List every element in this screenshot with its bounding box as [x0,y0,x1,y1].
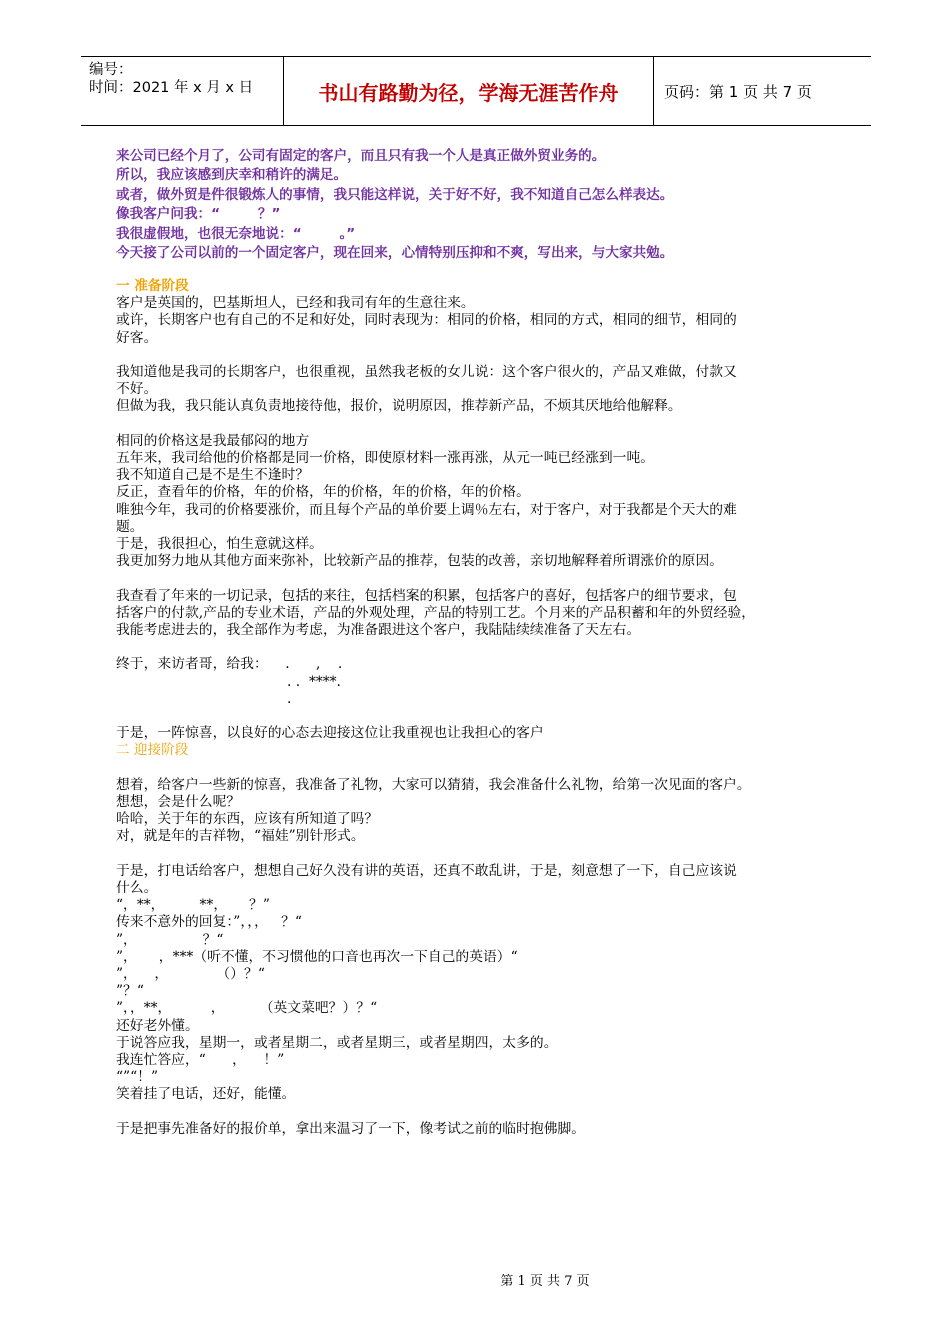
time-label: 时间：2021 年 x 月 x 日 [89,80,254,96]
paragraph-line: 想着，给客户一些新的惊喜，我准备了礼物，大家可以猜猜，我会准备什么礼物，给第一次见面的客户。 [116,776,751,793]
paragraph-line: . . ****. [116,673,341,690]
paragraph-line: 终于，来访者哥，给我： . , . [116,656,343,673]
paragraph-line: . [116,690,292,707]
paragraph-line: ”， ？“ [116,931,224,948]
paragraph-line: ”？“ [116,983,144,1000]
paragraph-line: 好客。 [116,329,158,346]
paragraph-line: 于说答应我，星期一，或者星期二，或者星期三，或者星期四，太多的。 [116,1034,558,1051]
paragraph-line: 相同的价格这是我最郁闷的地方 [116,432,310,449]
page-footer: 第 1 页 共 7 页 [500,1274,590,1289]
intro-line: 来公司已经个月了，公司有固定的客户，而且只有我一个人是真正做外贸业务的。 [116,148,606,164]
paragraph-line: “，**， **， ？” [116,897,270,914]
paragraph-line: 于是把事先准备好的报价单，拿出来温习了一下，像考试之前的临时抱佛脚。 [116,1120,586,1137]
paragraph-line: 反正，查看年的价格，年的价格，年的价格，年的价格，年的价格。 [116,484,530,501]
paragraph-line: ”， ，***（听不懂，不习惯他的口音也再次一下自己的英语）“ [116,948,518,965]
paragraph-line: 五年来，我司给他的价格都是同一价格，即使原材料一涨再涨，从元一吨已经涨到一吨。 [116,450,655,466]
section-title: 二 迎接阶段 [116,742,189,759]
paragraph-line: 于是，打电话给客户，想想自己好久没有讲的英语，还真不敢乱讲，于是，刻意想了一下，自己应该说 [116,862,737,879]
paragraph-line: 题。 [116,518,144,535]
paragraph-line: “”“！” [116,1069,159,1086]
paragraph-line: 想想，会是什么呢？ [116,794,241,810]
header-meta [81,57,284,125]
paragraph-line: 我连忙答应，“ ， ！” [116,1052,285,1069]
paragraph-line: 还好老外懂。 [116,1017,199,1034]
paragraph-line: 什么。 [116,880,158,896]
paragraph-line: 或许，长期客户也有自己的不足和好处，同时表现为：相同的价格，相同的方式，相同的细节，相同的 [116,312,737,329]
paragraph-line: 我不知道自己是不是生不逢时？ [116,467,310,484]
section-title: 一 准备阶段 [116,278,189,294]
article-body [116,278,851,1138]
header-motto: 书山有路勤为径，学海无涯苦作舟 [284,57,654,125]
paragraph-line: 不好。 [116,381,158,398]
code-label: 编号： [89,62,133,78]
paragraph-line: ”，，**， ， （英文菜吧？）？“ [116,1000,378,1017]
intro-line: 或者，做外贸是件很锻炼人的事情，我只能这样说，关于好不好，我不知道自己怎么样表达。 [116,186,674,203]
intro-line: 今天接了公司以前的一个固定客户，现在回来，心情特别压抑和不爽，写出来，与大家共勉。 [116,245,674,262]
paragraph-line: 客户是英国的，巴基斯坦人，已经和我司有年的生意往来。 [116,295,475,312]
paragraph-line: 传来不意外的回复：”，，， ？“ [116,914,302,931]
paragraph-line: 唯独今年，我司的价格要涨价，而且每个产品的单价要上调％左右，对于客户，对于我都是个天大的难 [116,501,737,518]
paragraph-line: ”， ， （）？“ [116,966,265,983]
paragraph-line: 哈哈，关于年的东西，应该有所知道了吗？ [116,811,379,828]
page-header [81,56,871,126]
paragraph-line: 对，就是年的吉祥物，“福娃”别针形式。 [116,828,365,845]
intro-line: 所以，我应该感到庆幸和稍许的满足。 [116,167,348,184]
header-page-info: 页码：第 1 页 共 7 页 [664,82,812,101]
paragraph-line: 于是，我很担心，怕生意就这样。 [116,536,323,553]
paragraph-line: 我更加努力地从其他方面来弥补，比较新产品的推荐，包装的改善，亲切地解释着所谓涨价的原因。 [116,553,724,570]
paragraph-line: 我查看了年来的一切记录，包括的来往，包括档案的积累，包括客户的喜好，包括客户的细节要求，包 [116,587,737,604]
intro-line: 像我客户问我：“ ？” [116,206,281,223]
paragraph-line: 我知道他是我司的长期客户，也很重视，虽然我老板的女儿说：这个客户很火的，产品又难做，付款又 [116,364,737,380]
paragraph-line: 括客户的付款,产品的专业术语，产品的外观处理，产品的特别工艺。个月来的产品积蓄和年的外贸经验， [116,604,756,621]
paragraph-line: 但做为我，我只能认真负责地接待他，报价，说明原因，推荐新产品，不烦其厌地给他解释。 [116,398,682,415]
paragraph-line: 于是，一阵惊喜，以良好的心态去迎接这位让我重视也让我担心的客户 [116,725,544,742]
paragraph-line: 笑着挂了电话，还好，能懂。 [116,1086,296,1103]
paragraph-line: 我能考虑进去的，我全部作为考虑，为准备跟进这个客户，我陆陆续续准备了天左右。 [116,622,641,639]
intro-line: 我很虚假地，也很无奈地说：“ 。” [116,225,356,242]
intro-block [116,147,856,263]
